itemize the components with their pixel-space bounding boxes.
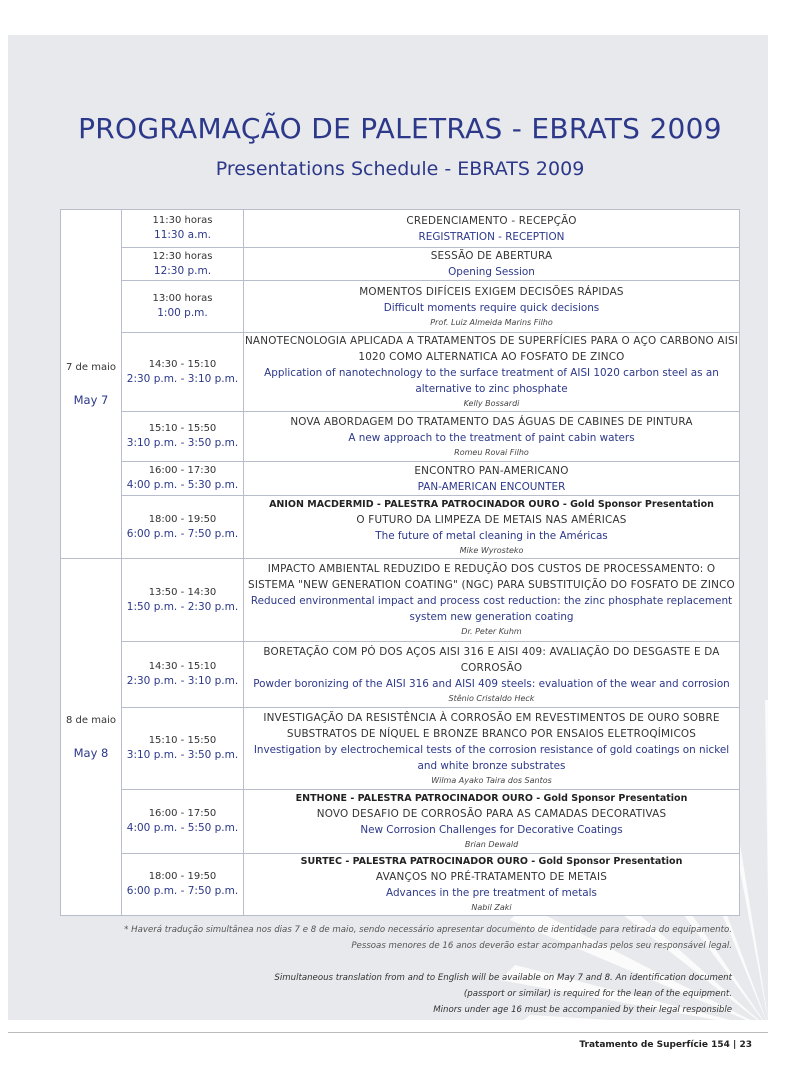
event-title-en: The future of metal cleaning in the Américas — [375, 529, 608, 542]
time-pt: 12:30 horas — [152, 250, 213, 262]
time-pt: 15:10 - 15:50 — [148, 735, 217, 746]
time-cell — [122, 333, 244, 412]
event-title-en: REGISTRATION - RECEPTION — [418, 230, 565, 243]
event-title-en: New Corrosion Challenges for Decorative Coatings — [360, 824, 623, 836]
event-title-pt: NOVO DESAFIO DE CORROSÃO PARA AS CAMADAS DECORATIVAS — [316, 808, 667, 820]
time-en: 1:50 p.m. - 2:30 p.m. — [126, 600, 239, 613]
table-row — [61, 333, 740, 412]
time-en: 4:00 p.m. - 5:30 p.m. — [126, 479, 239, 491]
event-title-pt: ENCONTRO PAN-AMERICANO — [414, 464, 569, 477]
event-title-en: Investigation by electrochemical tests of the corrosion resistance of gold coatings on nickel and white bronze substrates — [253, 743, 730, 772]
time-en: 6:00 p.m. - 7:50 p.m. — [126, 885, 239, 897]
page-subtitle: Presentations Schedule - EBRATS 2009 — [215, 158, 585, 180]
time-cell — [122, 559, 244, 642]
time-cell — [122, 854, 244, 916]
speaker-name: Nabil Zaki — [471, 903, 512, 912]
table-row — [61, 559, 740, 642]
time-cell — [122, 210, 244, 248]
time-en: 6:00 p.m. - 7:50 p.m. — [126, 527, 239, 540]
event-cell — [244, 210, 740, 248]
time-cell — [122, 248, 244, 281]
time-pt: 14:30 - 15:10 — [148, 661, 217, 672]
event-cell — [244, 854, 740, 916]
sponsor-label: ENTHONE - PALESTRA PATROCINADOR OURO - Gold Sponsor Presentation — [295, 793, 688, 804]
event-title-en: Difficult moments require quick decisions — [383, 301, 600, 314]
event-title-en: Opening Session — [448, 266, 535, 278]
time-en: 12:30 p.m. — [153, 264, 212, 277]
time-en: 11:30 a.m. — [154, 229, 211, 241]
day-label-en: May 7 — [73, 392, 109, 407]
page-footer: Tratamento de Superfície 154 | 23 — [579, 1040, 752, 1050]
note-line: * Haverá tradução simultânea nos dias 7 e 8 de maio, sendo necessário apresentar documento de identidade para retirada do equipamento. — [124, 925, 732, 935]
time-pt: 13:50 - 14:30 — [148, 586, 217, 598]
day-cell — [61, 210, 122, 559]
event-title-en: Application of nanotechnology to the surface treatment of AISI 1020 carbon steel as an alternative to zinc phosphate — [264, 367, 719, 395]
time-cell — [122, 281, 244, 333]
translation-note-en — [100, 970, 732, 1018]
table-row — [61, 790, 740, 854]
table-row — [61, 854, 740, 916]
time-en: 2:30 p.m. - 3:10 p.m. — [126, 372, 239, 385]
time-en: 4:00 p.m. - 5:50 p.m. — [126, 822, 239, 834]
event-cell — [244, 708, 740, 790]
speaker-name: Wilma Ayako Taira dos Santos — [431, 775, 552, 785]
event-title-pt: NANOTECNOLOGIA APLICADA A TRATAMENTOS DE SUPERFÍCIES PARA O AÇO CARBONO AISI 1020 COMO ALTERNATICA AO FOSFATO DE ZINCO — [244, 335, 739, 363]
note-line: Minors under age 16 must be accompanied by their legal responsible — [433, 1005, 732, 1015]
time-pt: 15:10 - 15:50 — [148, 423, 217, 434]
time-cell — [122, 790, 244, 854]
time-cell — [122, 642, 244, 708]
table-row — [61, 248, 740, 281]
table-row — [61, 412, 740, 462]
speaker-name: Prof. Luiz Almeida Marins Filho — [430, 317, 553, 327]
translation-note-pt — [100, 922, 732, 954]
time-cell — [122, 462, 244, 496]
day-label-pt: 7 de maio — [66, 361, 116, 373]
note-line: Pessoas menores de 16 anos deverão estar acompanhadas pelos seu responsável legal. — [351, 941, 732, 951]
event-title-pt: O FUTURO DA LIMPEZA DE METAIS NAS AMÉRICAS — [356, 513, 627, 526]
event-title-pt: INVESTIGAÇÃO DA RESISTÊNCIA À CORROSÃO EM REVESTIMENTOS DE OURO SOBRE SUBSTRATOS DE NÍQUEL E BRONZE BRANCO POR ENSAIOS ELETROQÍMICOS — [263, 711, 720, 740]
event-cell — [244, 559, 740, 642]
event-title-pt: AVANÇOS NO PRÉ-TRATAMENTO DE METAIS — [375, 871, 608, 883]
page-title: PROGRAMAÇÃO DE PALETRAS - EBRATS 2009 — [78, 112, 722, 145]
event-cell — [244, 281, 740, 333]
time-pt: 14:30 - 15:10 — [148, 358, 217, 370]
time-en: 1:00 p.m. — [157, 307, 208, 319]
time-pt: 11:30 horas — [152, 215, 213, 226]
note-line: (passport or similar) is required for the lean of the equipment. — [463, 989, 732, 999]
speaker-name: Stênio Cristaldo Heck — [448, 693, 535, 703]
event-title-pt: IMPACTO AMBIENTAL REDUZIDO E REDUÇÃO DOS CUSTOS DE PROCESSAMENTO: O SISTEMA "NEW GENERATION COATING" (NGC) PARA SUBSTITUIÇÃO DO FOSFATO DE ZINCO — [248, 563, 735, 591]
event-cell — [244, 248, 740, 281]
event-title-pt: SESSÃO DE ABERTURA — [430, 250, 553, 262]
event-cell — [244, 642, 740, 708]
time-en: 2:30 p.m. - 3:10 p.m. — [126, 675, 239, 687]
time-cell — [122, 412, 244, 462]
event-title-en: A new approach to the treatment of paint cabin waters — [348, 431, 635, 444]
table-row — [61, 496, 740, 559]
speaker-name: Romeu Rovai Filho — [454, 447, 529, 457]
sponsor-label: ANION MACDERMID - PALESTRA PATROCINADOR OURO - Gold Sponsor Presentation — [269, 498, 714, 510]
day-cell — [61, 559, 122, 916]
footer-rule — [8, 1032, 768, 1033]
event-cell — [244, 790, 740, 854]
event-title-en: Advances in the pre treatment of metals — [386, 887, 597, 899]
event-cell — [244, 496, 740, 559]
time-pt: 16:00 - 17:50 — [148, 808, 217, 819]
note-line: Simultaneous translation from and to English will be available on May 7 and 8. An identification document — [274, 973, 732, 983]
event-cell — [244, 412, 740, 462]
table-row — [61, 462, 740, 496]
event-title-en: PAN-AMERICAN ENCOUNTER — [417, 480, 566, 493]
event-title-en: Powder boronizing of the AISI 316 and AISI 409 steels: evaluation of the wear and corrosion — [253, 677, 730, 690]
time-en: 3:10 p.m. - 3:50 p.m. — [126, 749, 239, 761]
table-row — [61, 642, 740, 708]
table-row — [61, 708, 740, 790]
day-label-pt: 8 de maio — [66, 714, 116, 726]
speaker-name: Brian Dewald — [464, 840, 519, 849]
event-title-pt: CREDENCIAMENTO - RECEPÇÃO — [406, 214, 577, 227]
day-label-en: May 8 — [73, 745, 109, 760]
time-cell — [122, 496, 244, 559]
time-en: 3:10 p.m. - 3:50 p.m. — [126, 437, 239, 449]
time-pt: 16:00 - 17:30 — [148, 465, 217, 476]
speaker-name: Mike Wyrosteko — [459, 545, 524, 555]
event-title-en: Reduced environmental impact and process cost reduction: the zinc phosphate replacement system new generation coating — [250, 595, 733, 623]
time-pt: 13:00 horas — [152, 293, 213, 304]
time-pt: 18:00 - 19:50 — [148, 871, 217, 882]
table-row — [61, 281, 740, 333]
time-cell — [122, 708, 244, 790]
event-cell — [244, 333, 740, 412]
event-title-pt: NOVA ABORDAGEM DO TRATAMENTO DAS ÁGUAS DE CABINES DE PINTURA — [290, 415, 693, 428]
speaker-name: Dr. Peter Kuhm — [461, 627, 522, 636]
time-pt: 18:00 - 19:50 — [148, 513, 217, 525]
event-cell — [244, 462, 740, 496]
sponsor-label: SURTEC - PALESTRA PATROCINADOR OURO - Gold Sponsor Presentation — [300, 856, 683, 867]
event-title-pt: MOMENTOS DIFÍCEIS EXIGEM DECISÕES RÁPIDAS — [359, 285, 624, 298]
speaker-name: Kelly Bossardi — [463, 399, 520, 408]
event-title-pt: BORETAÇÃO COM PÓ DOS AÇOS AISI 316 E AISI 409: AVALIAÇÃO DO DESGASTE E DA CORROSÃO — [263, 645, 720, 674]
schedule-table — [60, 209, 740, 916]
table-row — [61, 210, 740, 248]
